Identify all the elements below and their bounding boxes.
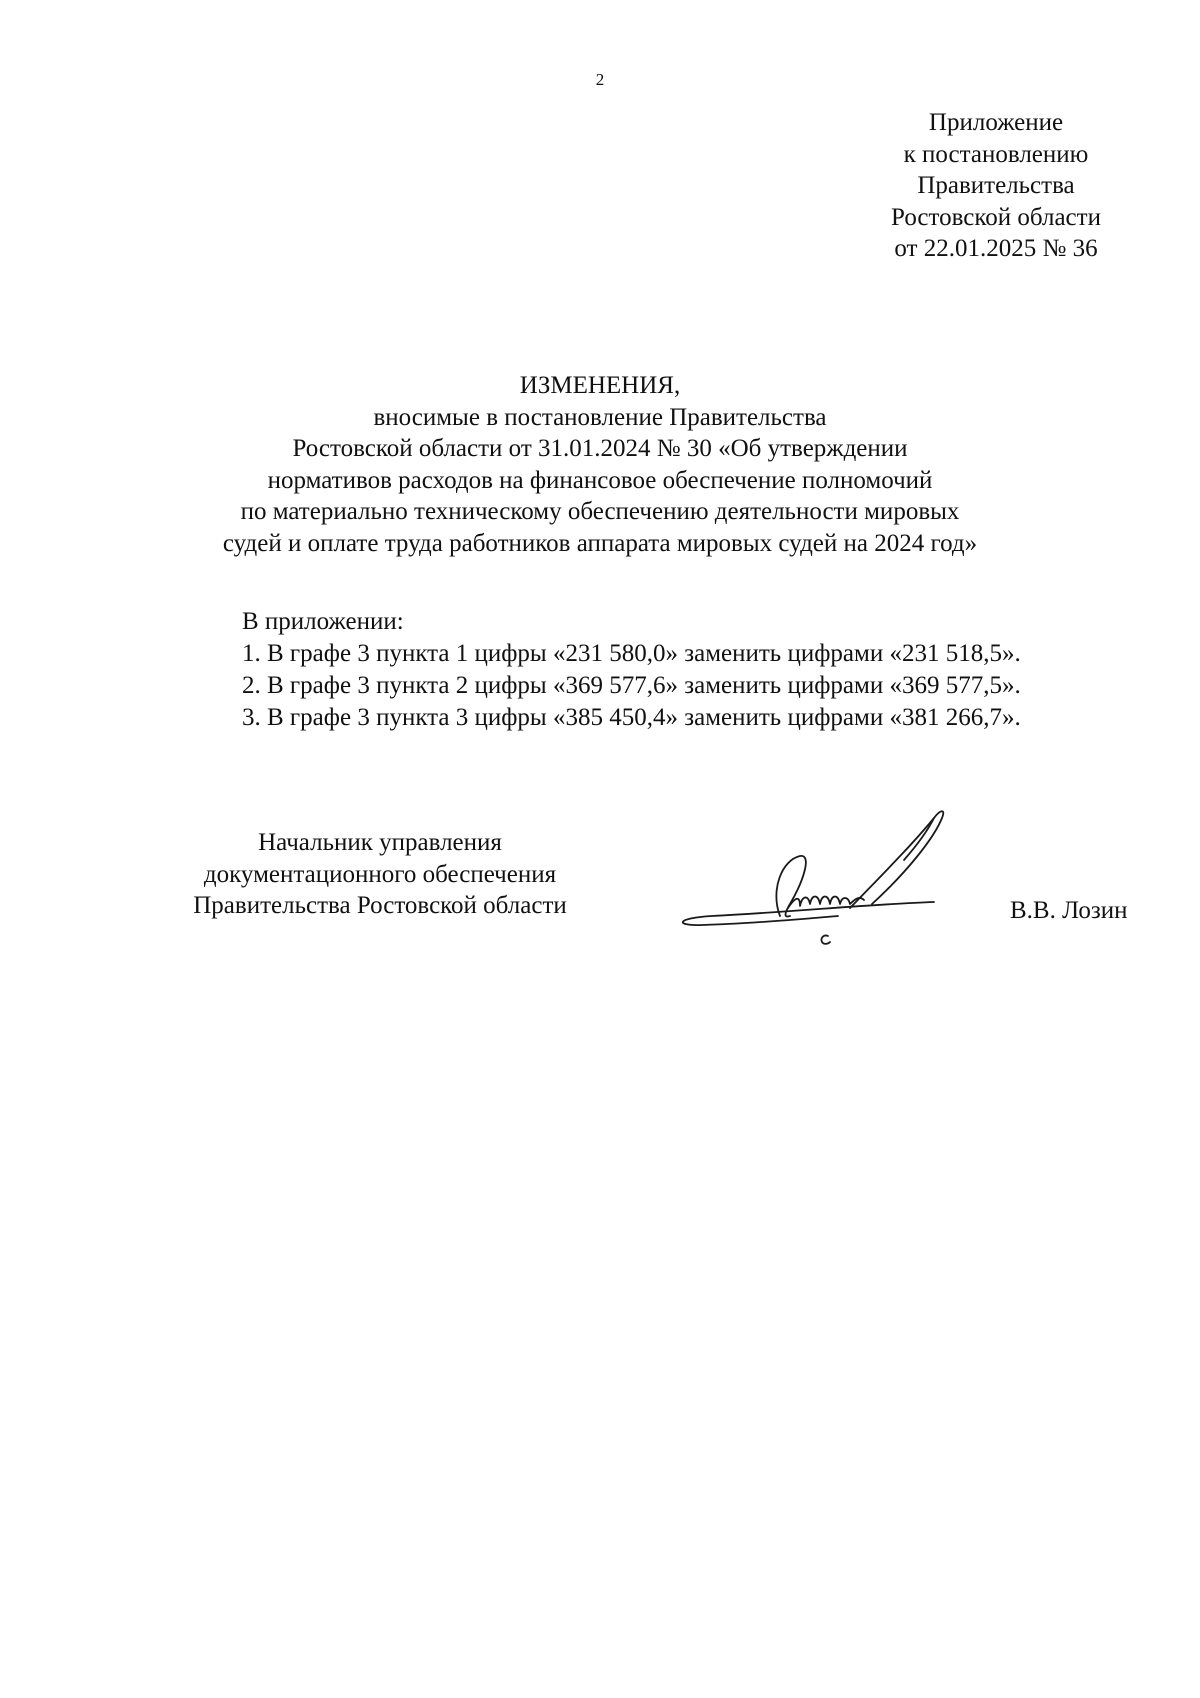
appendix-reference [796, 107, 1196, 265]
signer-position-line: документационного обеспечения [203, 860, 557, 888]
document-body [242, 606, 1142, 734]
title-line: Ростовской области от 31.01.2024 № 30 «Об утверждении [292, 435, 908, 462]
amendment-item: 2. В графе 3 пункта 2 цифры «369 577,6» заменить цифрами «369 577,5». [242, 672, 1021, 699]
document-title [100, 370, 1100, 559]
appendix-line: Приложение [928, 109, 1064, 136]
title-line: вносимые в постановление Правительства [373, 403, 827, 431]
signer-name: В.В. Лозин [1010, 897, 1128, 924]
amendment-item: 3. В графе 3 пункта 3 цифры «385 450,4» заменить цифрами «381 266,7». [242, 704, 1021, 731]
title-line: нормативов расходов на финансовое обеспечение полномочий [267, 466, 933, 494]
title-line: судей и оплате труда работников аппарата мировых судей на 2024 год» [222, 529, 978, 557]
appendix-line: к постановлению [903, 140, 1089, 168]
appendix-line: от 22.01.2025 № 36 [894, 235, 1098, 262]
appendix-line: Ростовской области [891, 203, 1101, 231]
handwritten-signature [672, 800, 1012, 950]
amendment-item: 1. В графе 3 пункта 1 цифры «231 580,0» заменить цифрами «231 518,5». [242, 640, 1021, 667]
appendix-line: Правительства [917, 172, 1075, 199]
page-number: 2 [595, 70, 605, 89]
signer-position-line: Начальник управления [258, 829, 502, 856]
signer-position [150, 827, 610, 922]
title-line: по материально техническому обеспечению деятельности мировых [240, 498, 960, 525]
signer-position-line: Правительства Ростовской области [193, 892, 567, 919]
body-intro: В приложении: [242, 608, 404, 635]
title-heading: ИЗМЕНЕНИЯ, [519, 372, 681, 399]
